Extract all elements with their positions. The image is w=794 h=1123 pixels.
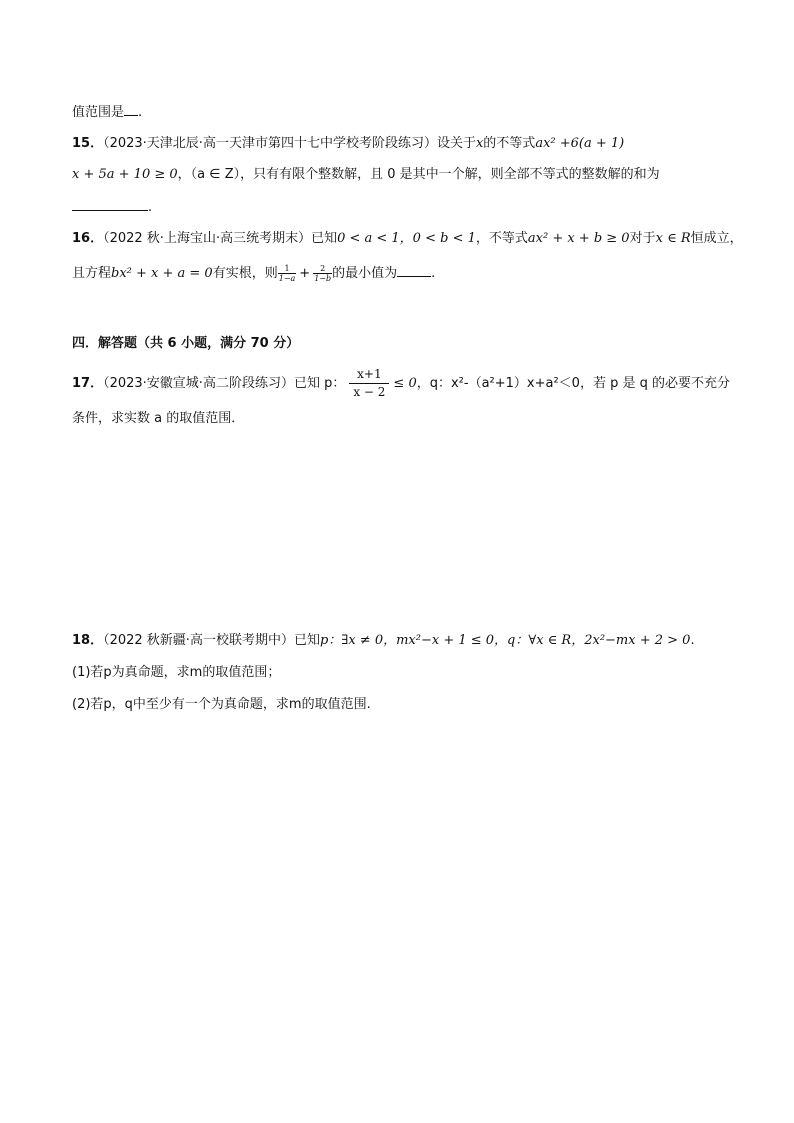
question-source: （2022 秋新疆·高一校联考期中）已知 bbox=[103, 633, 320, 648]
fraction-2 bbox=[313, 264, 332, 283]
question-18-line-1 bbox=[72, 632, 695, 650]
question-source: （2023·天津北辰·高一天津市第四十七中学校考阶段练习）设关于 bbox=[103, 136, 476, 151]
condition-q: ，q：x²-（a²+1）x+a²＜0，若 p 是 q 的必要不充分 bbox=[416, 376, 730, 391]
question-15-line-3 bbox=[72, 198, 152, 217]
fraction-1 bbox=[278, 264, 297, 283]
fraction bbox=[349, 366, 389, 401]
denominator: 1−a bbox=[278, 274, 296, 283]
question-number: 18． bbox=[72, 633, 104, 648]
text-end: 的最小值为 bbox=[332, 266, 398, 281]
question-17-line-2 bbox=[72, 410, 244, 428]
text-start: 且方程 bbox=[72, 266, 112, 281]
question-source: （2023·安徽宣城·高二阶段练习）已知 p： bbox=[103, 376, 346, 391]
text-mid: 对于 bbox=[629, 231, 656, 246]
period: . bbox=[148, 200, 153, 215]
inequality-part-1: ax² +6(a + 1) bbox=[535, 136, 625, 151]
question-number: 17． bbox=[72, 376, 104, 391]
answer-blank bbox=[397, 264, 431, 277]
answer-blank bbox=[124, 103, 138, 116]
condition-ab: 0 < a < 1，0 < b < 1 bbox=[337, 231, 476, 246]
var-x: x bbox=[475, 136, 484, 151]
prev-text: 值范围是 bbox=[72, 105, 125, 120]
question-number: 16． bbox=[72, 231, 104, 246]
question-18-sub-1: (1)若p为真命题，求m的取值范围； bbox=[72, 665, 281, 680]
section-heading: 四．解答题（共 6 小题，满分 70 分） bbox=[72, 336, 300, 351]
question-source: （2022 秋·上海宝山·高三统考期末）已知 bbox=[103, 231, 338, 246]
question-16-line-2 bbox=[72, 264, 435, 283]
question-16-line-1 bbox=[72, 230, 743, 248]
period: . bbox=[138, 105, 143, 120]
denominator: 1−b bbox=[314, 274, 332, 283]
question-15-line-2 bbox=[72, 166, 660, 184]
numerator: 1 bbox=[278, 264, 297, 274]
period: . bbox=[690, 633, 695, 648]
propositions: p：∃x ≠ 0，mx²−x + 1 ≤ 0，q：∀x ∈ R，2x²−mx + 2 > 0 bbox=[319, 633, 691, 648]
inequality-part-2: x + 5a + 10 ≥ 0 bbox=[72, 167, 178, 182]
answer-blank bbox=[72, 198, 148, 211]
inequality: ax² + x + b ≥ 0 bbox=[527, 231, 630, 246]
question-18-sub-2: (2)若p，q中至少有一个为真命题，求m的取值范围. bbox=[72, 697, 371, 712]
question-text: 条件，求实数 a 的取值范围． bbox=[72, 411, 245, 426]
question-number: 15． bbox=[72, 136, 104, 151]
numerator: 2 bbox=[313, 264, 332, 274]
domain: x ∈ R bbox=[655, 231, 691, 246]
period: . bbox=[431, 266, 436, 281]
text-mid: 有实根，则 bbox=[212, 266, 278, 281]
numerator: x+1 bbox=[349, 366, 389, 384]
text-mid: 的不等式 bbox=[483, 136, 536, 151]
denominator: x − 2 bbox=[353, 385, 386, 399]
text-mid: ，不等式 bbox=[475, 231, 528, 246]
question-17-line-1 bbox=[72, 366, 730, 401]
text-mid: 恒成立， bbox=[690, 231, 743, 246]
plus-sign: + bbox=[299, 266, 311, 281]
equation: bx² + x + a = 0 bbox=[111, 266, 213, 281]
le-zero: ≤ 0 bbox=[393, 376, 417, 391]
question-15-line-1 bbox=[72, 135, 624, 153]
prev-answer-line bbox=[72, 103, 142, 122]
condition-text: ，（a ∈ Z），只有有限个整数解，且 0 是其中一个解，则全部不等式的整数解的和为 bbox=[177, 167, 660, 182]
